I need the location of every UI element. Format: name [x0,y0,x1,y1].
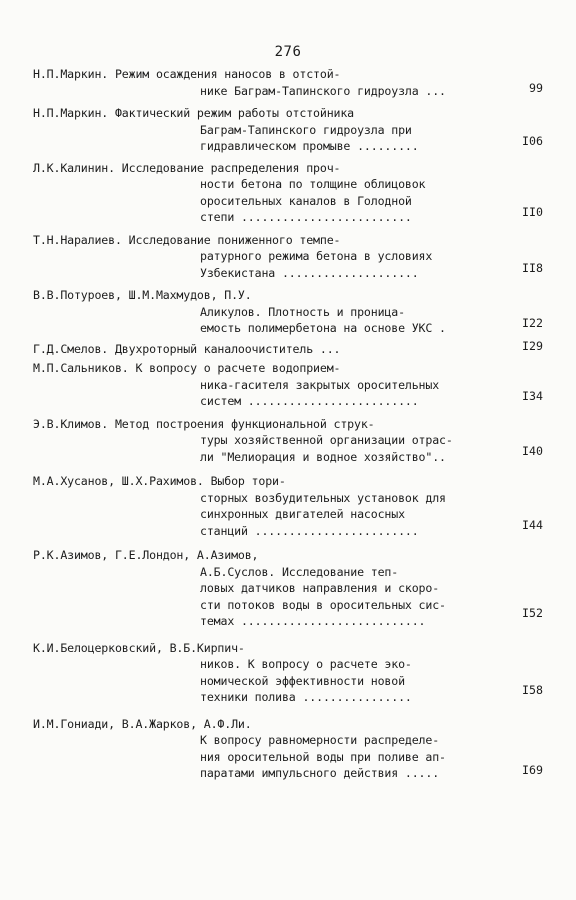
toc-line: К.И.Белоцерковский, В.Б.Кирпич- [33,640,245,655]
toc-entry [33,640,543,706]
toc-entry [33,287,543,337]
toc-page-number: I52 [522,606,543,620]
toc-line: нике Баграм-Тапинского гидроузла ... [200,83,446,98]
toc-line: М.А.Хусанов, Ш.Х.Рахимов. Выбор тори- [33,474,286,488]
toc-line: Н.П.Маркин. Режим осаждения наносов в отстой- [33,67,341,81]
toc-page-number: I58 [522,682,543,697]
toc-line: А.Б.Суслов. Исследование теп- [200,564,399,579]
toc-page-number: I44 [522,518,543,532]
toc-page-number: I06 [522,134,543,148]
toc-line: М.П.Сальников. К вопросу о расчете водоприем- [33,361,341,375]
toc-page-number: II0 [522,204,543,219]
toc-entry [33,473,543,539]
toc-line: станций ........................ [200,523,419,538]
toc-entry [33,66,543,99]
toc-entry [33,716,543,782]
toc-line: В.В.Потуроев, Ш.М.Махмудов, П.У. [33,288,252,302]
toc-line: ли "Мелиорация и водное хозяйство".. [200,449,446,464]
toc-line: темах ........................... [200,614,426,628]
toc-line: Т.Н.Наралиев. Исследование пониженного темпе- [33,232,341,247]
toc-line: Н.П.Маркин. Фактический режим работы отстойника [33,106,355,120]
toc-line: систем ......................... [200,394,419,408]
toc-entry [33,338,543,358]
toc-line: сти потоков воды в оросительных сис- [200,597,446,612]
toc-page-number: 99 [529,81,543,95]
toc-line: Л.К.Калинин. Исследование распределения проч- [33,160,341,175]
toc-line: Баграм-Тапинского гидроузла при [200,122,412,137]
toc-line: техники полива ................ [200,690,412,704]
toc-line: Узбекистана .................... [200,265,419,280]
toc-line: ния оросительной воды при поливе ап- [200,749,446,764]
toc-page-number: I29 [522,338,543,353]
toc-line: оросительных каналов в Голодной [200,193,412,208]
toc-line: ратурного режима бетона в условиях [200,249,433,263]
toc-line: Э.В.Климов. Метод построения функциональной струк- [33,416,375,431]
toc-entry [33,360,543,410]
toc-line: Р.К.Азимов, Г.Е.Лондон, А.Азимов, [33,548,259,562]
toc-line: Аликулов. Плотность и проница- [200,304,405,319]
toc-line: К вопросу равномерности распределе- [200,733,440,747]
toc-entry [33,105,543,155]
page-number: 276 [274,44,302,60]
toc-line: паратами импульсного действия ..... [200,766,440,780]
toc-entry [33,160,543,226]
toc-line: степи ......................... [200,210,412,224]
toc-line: ности бетона по толщине облицовок [200,177,426,191]
toc-line: номической эффективности новой [200,673,405,688]
toc-entry [33,416,543,466]
toc-line: сторных возбудительных установок для [200,490,446,505]
toc-line: ловых датчиков направления и скоро- [200,581,440,595]
table-of-contents [33,66,543,782]
toc-line: туры хозяйственной организации отрас- [200,433,453,447]
toc-page-number: I40 [522,443,543,458]
toc-entry [33,232,543,282]
toc-page-number: I69 [522,762,543,777]
toc-page-number: I34 [522,389,543,403]
toc-line: емость полимербетона на основе УКС . [200,321,446,335]
toc-line: гидравлическом промыве ......... [200,139,419,153]
toc-line: ников. К вопросу о расчете эко- [200,657,412,671]
toc-page-number: I22 [522,316,543,330]
toc-line: Г.Д.Смелов. Двухроторный каналоочиститель ... [33,341,341,356]
toc-entry [33,547,543,630]
toc-line: ника-гасителя закрытых оросительных [200,377,440,392]
toc-line: синхронных двигателей насосных [200,507,405,521]
toc-line: И.М.Гониади, В.А.Жарков, А.Ф.Ли. [33,716,252,731]
toc-page-number: II8 [522,260,543,275]
